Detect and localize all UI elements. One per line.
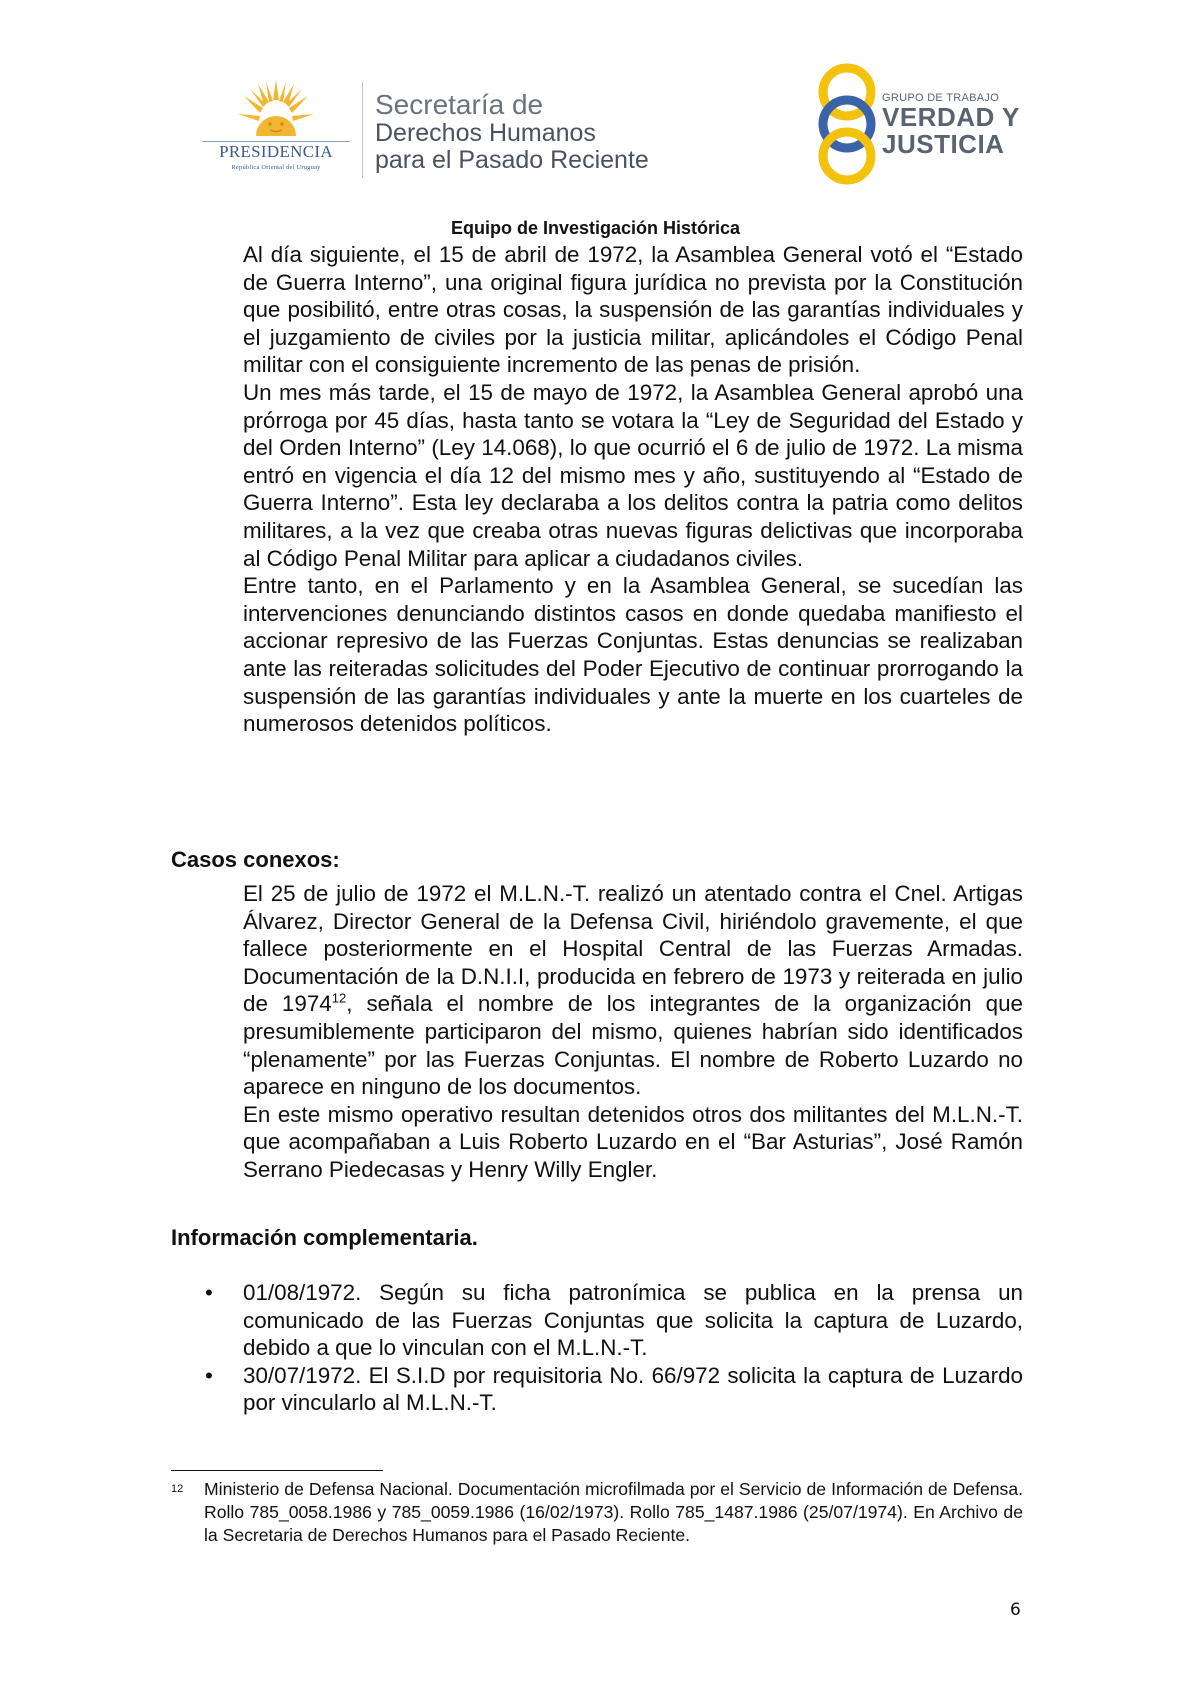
page-header xyxy=(0,0,1191,238)
list-item-text: 01/08/1972. Según su ficha patronímica se publica en la prensa un comunicado de las Fuerzas Conjuntas que solicita la captura de Luzardo, debido a que lo vinculan con el M.L.N.-T. xyxy=(243,1280,1023,1361)
grupo-verdad-justicia-logo xyxy=(812,62,1020,186)
linked-rings-icon xyxy=(812,62,882,186)
presidencia-name: PRESIDENCIA xyxy=(219,142,333,161)
presidencia-subtitle: República Oriental del Uruguay xyxy=(231,164,321,171)
footnote-number: 12 xyxy=(171,1483,184,1495)
info-bullet-list xyxy=(205,1279,1023,1417)
section-title-casos: Casos conexos: xyxy=(171,847,340,872)
secretaria-line-1: Secretaría de xyxy=(375,89,544,120)
presidencia-logo xyxy=(196,78,356,178)
list-item xyxy=(205,1362,1023,1417)
list-item-text: 30/07/1972. El S.I.D por requisitoria No. 66/972 solicita la captura de Luzardo por vincularlo al M.L.N.-T. xyxy=(243,1362,1023,1416)
footnote xyxy=(171,1478,1023,1547)
section-title-info: Información complementaria. xyxy=(171,1225,478,1250)
grupo-line-2: VERDAD Y xyxy=(882,102,1020,132)
paragraph-parlamento: Entre tanto, en el Parlamento y en la Asamblea General, se sucedían las intervenciones denunciando distintos casos en donde quedaba manifiesto el accionar represivo de las Fuerzas Conjuntas. Estas denuncias se realizaban ante las reiteradas solicitudes del Poder Ejecutivo de continuar prorrogando la suspensión de las garantías individuales y ante la muerte en los cuarteles de numerosos detenidos políticos. xyxy=(243,573,1023,737)
secretaria-line-2: Derechos Humanos xyxy=(375,119,596,147)
paragraph-operativo: En este mismo operativo resultan detenidos otros dos militantes del M.L.N.-T. que acompañaban a Luis Roberto Luzardo en el “Bar Asturias”, José Ramón Serrano Piedecasas y Henry Willy Engler. xyxy=(243,1101,1023,1182)
casos-paragraphs xyxy=(243,880,1023,1184)
sun-emblem-icon xyxy=(236,78,316,138)
grupo-line-1: GRUPO DE TRABAJO xyxy=(882,92,1000,104)
footnote-text: Ministerio de Defensa Nacional. Documentación microfilmada por el Servicio de Información de Defensa. Rollo 785_0058.1986 y 785_0059.1986 (16/02/1973). Rollo 785_1487.1986 (25/07/1974). En Archivo de la Secretaria de Derechos Humanos para el Pasado Reciente. xyxy=(204,1479,1023,1545)
grupo-line-3: JUSTICIA xyxy=(882,129,1005,159)
footnote-rule xyxy=(171,1470,383,1471)
header-divider xyxy=(362,82,363,178)
paragraph-estado-guerra: Al día siguiente, el 15 de abril de 1972, la Asamblea General votó el “Estado de Guerra Interno”, una original figura jurídica no prevista por la Constitución que posibilitó, entre otras cosas, la suspensión de las garantías individuales y el juzgamiento de civiles por la justicia militar, aplicándoles el Código Penal militar con el consiguiente incremento de las penas de prisión. xyxy=(243,242,1023,378)
list-item xyxy=(205,1279,1023,1362)
team-title: Equipo de Investigación Histórica xyxy=(450,218,741,238)
body-paragraphs xyxy=(243,241,1023,738)
bullet-icon: • xyxy=(205,1280,213,1305)
secretaria-line-3: para el Pasado Reciente xyxy=(375,146,649,174)
atentado-text-end: , señala el nombre de los integrantes de la organización que presumiblemente participaron del mismo, quienes habrían sido identificados “plenamente” por las Fuerzas Conjuntas. El nombre de Roberto Luzardo no aparece en ninguno de los documentos. xyxy=(243,991,1023,1100)
paragraph-atentado xyxy=(243,880,1023,1101)
paragraph-prorroga: Un mes más tarde, el 15 de mayo de 1972, la Asamblea General aprobó una prórroga por 45 días, hasta tanto se votara la “Ley de Seguridad del Estado y del Orden Interno” (Ley 14.068), lo que ocurrió el 6 de julio de 1972. La misma entró en vigencia el día 12 del mismo mes y año, sustituyendo al “Estado de Guerra Interno”. Esta ley declaraba a los delitos contra la patria como delitos militares, a la vez que creaba otras nuevas figuras delictivas que incorporaba al Código Penal Militar para aplicar a ciudadanos civiles. xyxy=(243,379,1023,571)
footnote-ref[interactable]: 12 xyxy=(331,990,347,1006)
page-number: 6 xyxy=(1010,1600,1021,1620)
bullet-icon: • xyxy=(205,1362,213,1388)
grupo-text xyxy=(882,92,1022,158)
atentado-text-start: El 25 de julio de 1972 el M.L.N.-T. realizó un atentado contra el Cnel. Artigas Álvarez, Director General de la Defensa Civil, hiriéndolo gravemente, el que fallece posteriormente en el Hospital Central de las Fuerzas Armadas. Documentación de la D.N.I.I, producida en febrero de 1973 y reiterada en julio de 1974 xyxy=(243,881,1023,1017)
secretaria-title xyxy=(375,90,735,174)
